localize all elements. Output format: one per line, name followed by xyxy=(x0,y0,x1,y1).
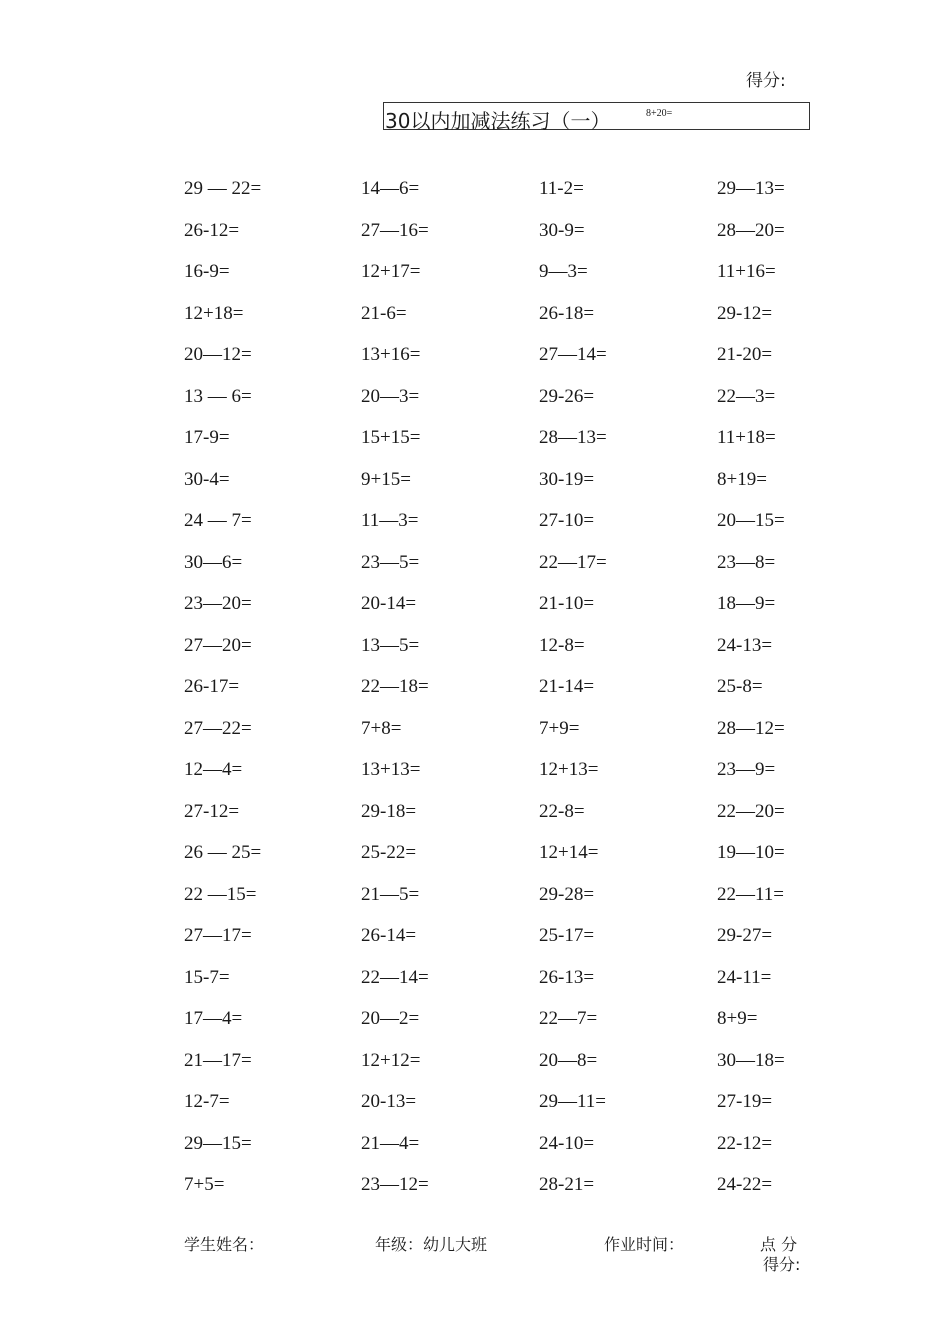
problem-item: 13+13= xyxy=(361,759,421,780)
problem-row xyxy=(184,344,824,386)
problem-item: 27—20= xyxy=(184,634,252,656)
problem-item: 20—3= xyxy=(361,385,420,407)
problem-item: 22—7= xyxy=(539,1008,598,1029)
problem-item: 13—5= xyxy=(361,634,420,656)
problem-item: 29—11= xyxy=(539,1091,607,1112)
problem-item: 28-21= xyxy=(539,1174,595,1195)
problem-item: 30—18= xyxy=(717,1049,785,1071)
problem-item: 26-18= xyxy=(539,302,595,324)
problem-item: 9—3= xyxy=(539,261,588,282)
problem-item: 9+15= xyxy=(361,468,411,490)
problem-item: 24-22= xyxy=(717,1174,773,1195)
problem-row xyxy=(184,593,824,635)
problem-item: 27-10= xyxy=(539,510,595,531)
problem-item: 22—11= xyxy=(717,883,785,905)
problem-item: 29-27= xyxy=(717,925,773,946)
problem-row xyxy=(184,759,824,801)
problem-item: 26-14= xyxy=(361,925,417,946)
problem-item: 12+17= xyxy=(361,261,421,282)
problem-item: 7+5= xyxy=(184,1174,225,1195)
problem-item: 26 — 25= xyxy=(184,842,262,863)
problem-row xyxy=(184,303,824,345)
problem-item: 7+8= xyxy=(361,717,402,739)
problem-item: 22—3= xyxy=(717,385,776,407)
problem-item: 12+14= xyxy=(539,842,599,863)
problem-item: 29-12= xyxy=(717,302,773,324)
problem-row xyxy=(184,884,824,926)
problem-item: 27—14= xyxy=(539,344,607,365)
problem-item: 12+18= xyxy=(184,302,244,324)
problem-item: 11—3= xyxy=(361,510,419,531)
problem-item: 22—18= xyxy=(361,676,429,697)
problem-item: 13+16= xyxy=(361,344,421,365)
problem-item: 20-14= xyxy=(361,593,417,614)
problem-item: 16-9= xyxy=(184,261,230,282)
problem-item: 20—15= xyxy=(717,510,785,531)
problem-item: 22—17= xyxy=(539,551,607,573)
homework-time-label: 作业时间： xyxy=(604,1235,685,1254)
problem-item: 28—20= xyxy=(717,219,785,241)
problem-item: 28—13= xyxy=(539,427,607,448)
problem-item: 21—5= xyxy=(361,883,420,905)
problem-item: 30-4= xyxy=(184,468,230,490)
problem-item: 21-20= xyxy=(717,344,773,365)
problem-item: 12+13= xyxy=(539,759,599,780)
problem-row xyxy=(184,427,824,469)
title-box xyxy=(383,102,810,133)
problem-item: 11+16= xyxy=(717,261,776,282)
problem-item: 8+9= xyxy=(717,1008,758,1029)
problem-item: 26-12= xyxy=(184,219,240,241)
grade-label: 年级：幼儿大班 xyxy=(375,1235,488,1254)
problem-item: 22—20= xyxy=(717,800,785,822)
problem-item: 12+12= xyxy=(361,1049,421,1071)
title-note: 8+20= xyxy=(646,108,673,119)
problem-item: 12-7= xyxy=(184,1091,230,1112)
problem-item: 25-8= xyxy=(717,676,763,697)
problem-row xyxy=(184,842,824,884)
problem-item: 21-10= xyxy=(539,593,595,614)
problem-item: 30-19= xyxy=(539,468,595,490)
problem-item: 29-28= xyxy=(539,883,595,905)
problem-item: 21—4= xyxy=(361,1132,420,1154)
problem-item: 29-26= xyxy=(539,385,595,407)
problem-row xyxy=(184,1133,824,1175)
problem-item: 18—9= xyxy=(717,593,776,614)
problem-item: 21—17= xyxy=(184,1049,252,1071)
problem-item: 23—8= xyxy=(717,551,776,573)
problem-item: 24-11= xyxy=(717,966,772,988)
problem-item: 22—14= xyxy=(361,966,429,988)
problem-item: 26-17= xyxy=(184,676,240,697)
problem-item: 21-14= xyxy=(539,676,595,697)
problem-item: 22 —15= xyxy=(184,883,257,905)
problem-item: 26-13= xyxy=(539,966,595,988)
problem-item: 14—6= xyxy=(361,178,420,199)
problem-grid xyxy=(184,178,824,1216)
problem-item: 15+15= xyxy=(361,427,421,448)
problem-item: 7+9= xyxy=(539,717,580,739)
problem-item: 27—22= xyxy=(184,717,252,739)
problem-item: 24 — 7= xyxy=(184,510,252,531)
problem-item: 23—20= xyxy=(184,593,252,614)
problem-row xyxy=(184,967,824,1009)
problem-item: 11+18= xyxy=(717,427,776,448)
problem-row xyxy=(184,552,824,594)
problem-item: 11-2= xyxy=(539,178,584,199)
problem-item: 27—16= xyxy=(361,219,429,241)
problem-row xyxy=(184,510,824,552)
problem-row xyxy=(184,220,824,262)
problem-item: 29 — 22= xyxy=(184,178,262,199)
problem-row xyxy=(184,801,824,843)
problem-item: 25-17= xyxy=(539,925,595,946)
score-label-top: 得分: xyxy=(746,71,786,91)
problem-item: 13 — 6= xyxy=(184,385,252,407)
problem-item: 28—12= xyxy=(717,717,785,739)
problem-item: 27-12= xyxy=(184,800,240,822)
problem-item: 12—4= xyxy=(184,759,243,780)
problem-item: 8+19= xyxy=(717,468,767,490)
problem-item: 12-8= xyxy=(539,634,585,656)
problem-item: 23—9= xyxy=(717,759,776,780)
problem-item: 19—10= xyxy=(717,842,785,863)
problem-item: 17—4= xyxy=(184,1008,243,1029)
problem-row xyxy=(184,1174,824,1216)
problem-item: 15-7= xyxy=(184,966,230,988)
problem-row xyxy=(184,1008,824,1050)
problem-item: 29—15= xyxy=(184,1132,252,1154)
problem-item: 27—17= xyxy=(184,925,252,946)
problem-item: 29-18= xyxy=(361,800,417,822)
problem-item: 30-9= xyxy=(539,219,585,241)
problem-item: 24-13= xyxy=(717,634,773,656)
problem-item: 17-9= xyxy=(184,427,230,448)
problem-row xyxy=(184,261,824,303)
problem-row xyxy=(184,178,824,220)
problem-row xyxy=(184,718,824,760)
problem-item: 20—8= xyxy=(539,1049,598,1071)
problem-item: 24-10= xyxy=(539,1132,595,1154)
problem-item: 22-8= xyxy=(539,800,585,822)
problem-row xyxy=(184,925,824,967)
problem-item: 27-19= xyxy=(717,1091,773,1112)
problem-row xyxy=(184,1091,824,1133)
problem-item: 25-22= xyxy=(361,842,417,863)
problem-item: 23—5= xyxy=(361,551,420,573)
problem-row xyxy=(184,635,824,677)
score-label-bottom: 得分: xyxy=(763,1255,801,1274)
problem-row xyxy=(184,469,824,511)
problem-row xyxy=(184,1050,824,1092)
problem-row xyxy=(184,676,824,718)
student-name-label: 学生姓名： xyxy=(184,1235,265,1254)
problem-item: 20—12= xyxy=(184,344,252,365)
problem-item: 22-12= xyxy=(717,1132,773,1154)
page-title: 30以内加减法练习（一） xyxy=(385,109,611,133)
points-label: 点 分 xyxy=(760,1235,798,1254)
problem-item: 21-6= xyxy=(361,302,407,324)
problem-item: 23—12= xyxy=(361,1174,429,1195)
problem-item: 30—6= xyxy=(184,551,243,573)
problem-item: 20—2= xyxy=(361,1008,420,1029)
problem-row xyxy=(184,386,824,428)
problem-item: 29—13= xyxy=(717,178,785,199)
problem-item: 20-13= xyxy=(361,1091,417,1112)
